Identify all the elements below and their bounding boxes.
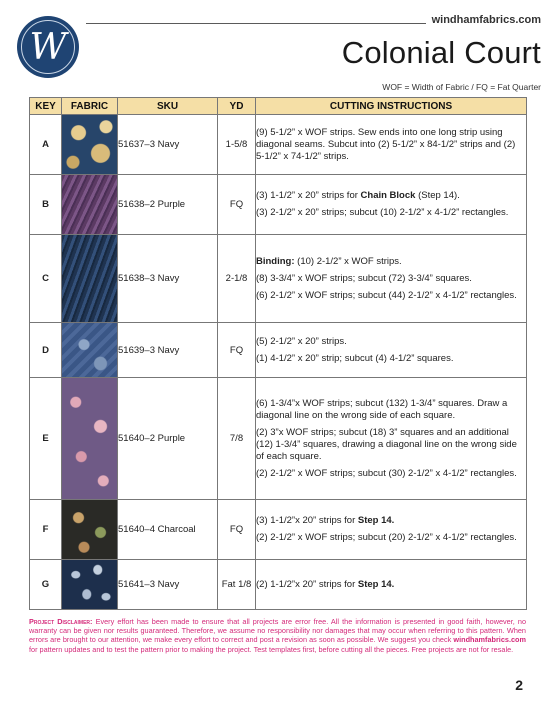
fabric-swatch: [62, 560, 117, 609]
row-key: B: [30, 175, 62, 235]
fabric-swatch: [62, 235, 117, 322]
instruction-paragraph: [256, 256, 526, 268]
table-row: [30, 378, 527, 500]
disclaimer-text-2: for pattern updates and to test the pattern prior to making the project. Test templates first, before cutting all the pieces. Free projects are not for resale.: [29, 644, 514, 654]
row-yardage: FQ: [218, 500, 256, 560]
table-row: [30, 235, 527, 323]
table-row: [30, 115, 527, 175]
page-number: 2: [515, 677, 523, 693]
row-cutting-instructions: [256, 175, 527, 235]
fabric-cell: [62, 378, 118, 500]
project-disclaimer: [29, 617, 526, 654]
instruction-text: (9) 5-1/2” x WOF strips. Sew ends into one long strip using diagonal seams. Subcut into (2) 5-1/2” x 84-1/2” strips and (2) 5-1/2” x 74-1/2” strips.: [256, 126, 516, 162]
instruction-text: (2) 2-1/2” x WOF strips; subcut (20) 2-1/2” x 4-1/2” rectangles.: [256, 532, 517, 543]
instruction-text: (2) 1-1/2”x 20” strips for: [256, 578, 358, 590]
fabric-swatch: [62, 378, 117, 499]
instruction-paragraph: [256, 190, 526, 202]
instruction-text: (Step 14).: [415, 190, 460, 201]
row-key: E: [30, 378, 62, 500]
site-url[interactable]: windhamfabrics.com: [431, 14, 541, 26]
col-header-key: KEY: [30, 98, 62, 115]
row-key: D: [30, 323, 62, 378]
instruction-bold-text: Step 14.: [357, 578, 395, 590]
instruction-text: (2) 3”x WOF strips; subcut (18) 3” squares and an additional (12) 1-3/4” squares, drawing a diagonal line on the wrong side of each square.: [256, 426, 517, 462]
instruction-text: (5) 2-1/2” x 20” strips.: [256, 335, 347, 347]
instruction-text: (10) 2-1/2” x WOF strips.: [294, 255, 402, 267]
row-yardage: FQ: [218, 323, 256, 378]
fabric-cell: [62, 560, 118, 610]
instruction-text: (3) 2-1/2” x 20” strips; subcut (10) 2-1/2” x 4-1/2” rectangles.: [256, 207, 509, 218]
instruction-paragraph: [256, 532, 526, 544]
fabric-cell: [62, 500, 118, 560]
instruction-text: (3) 1-1/2”x 20” strips for: [256, 515, 358, 526]
disclaimer-text-1: Every effort has been made to ensure that all projects are error free. All the information is presented in good faith, however, no warranty can be given nor results guaranteed. Therefore, we assume no responsibility nor damages that may occur when referring to this pattern. When errors are brought to our attention, we make every effort to correct and post a revision as soon as possible. We suggest you check: [29, 617, 527, 645]
row-key: G: [30, 560, 62, 610]
row-sku: 51637–3 Navy: [118, 115, 218, 175]
row-yardage: Fat 1/8: [218, 560, 256, 610]
table-header-row: [30, 98, 527, 115]
row-sku: 51638–3 Navy: [118, 235, 218, 323]
row-sku: 51641–3 Navy: [118, 560, 218, 610]
row-sku: 51639–3 Navy: [118, 323, 218, 378]
instruction-paragraph: [256, 579, 526, 591]
instruction-bold-text: Binding:: [256, 255, 295, 267]
instruction-text: (6) 2-1/2” x WOF strips; subcut (44) 2-1/2” x 4-1/2” rectangles.: [256, 289, 517, 301]
instruction-paragraph: [256, 207, 526, 219]
row-key: A: [30, 115, 62, 175]
col-header-cutting-instructions: CUTTING INSTRUCTIONS: [256, 98, 527, 115]
instruction-bold-text: Chain Block: [360, 190, 416, 201]
row-cutting-instructions: [256, 560, 527, 610]
row-sku: 51640–4 Charcoal: [118, 500, 218, 560]
fabric-swatch: [62, 323, 117, 377]
logo-ring: [21, 20, 75, 74]
row-cutting-instructions: [256, 115, 527, 175]
windham-logo: [17, 16, 79, 78]
disclaimer-link[interactable]: windhamfabrics.com: [453, 635, 526, 645]
fabric-cell: [62, 235, 118, 323]
row-cutting-instructions: [256, 500, 527, 560]
table-row: [30, 323, 527, 378]
cutting-table: [29, 97, 527, 610]
col-header-sku: SKU: [118, 98, 218, 115]
logo-letter: W: [29, 27, 67, 68]
instruction-text: (2) 2-1/2” x WOF strips; subcut (30) 2-1/2” x 4-1/2” rectangles.: [256, 467, 517, 479]
col-header-yd: YD: [218, 98, 256, 115]
table-row: [30, 175, 527, 235]
fabric-swatch: [62, 500, 117, 559]
instruction-text: (3) 1-1/2” x 20” strips for: [256, 190, 361, 201]
instruction-paragraph: [256, 127, 526, 163]
row-key: F: [30, 500, 62, 560]
instruction-paragraph: [256, 273, 526, 285]
header-rule: [86, 23, 426, 24]
col-header-fabric: FABRIC: [62, 98, 118, 115]
row-yardage: 1-5/8: [218, 115, 256, 175]
row-sku: 51638–2 Purple: [118, 175, 218, 235]
fabric-swatch: [62, 115, 117, 174]
instruction-paragraph: [256, 427, 526, 463]
row-cutting-instructions: [256, 378, 527, 500]
row-sku: 51640–2 Purple: [118, 378, 218, 500]
instruction-paragraph: [256, 290, 526, 302]
page-title: Colonial Court: [341, 35, 541, 70]
row-cutting-instructions: [256, 235, 527, 323]
instruction-bold-text: Step 14.: [357, 515, 395, 526]
row-cutting-instructions: [256, 323, 527, 378]
abbreviation-legend: WOF = Width of Fabric / FQ = Fat Quarter: [382, 82, 541, 92]
table-row: [30, 500, 527, 560]
fabric-swatch: [62, 175, 117, 234]
row-key: C: [30, 235, 62, 323]
row-yardage: 2-1/8: [218, 235, 256, 323]
disclaimer-heading: Project Disclaimer:: [29, 617, 93, 626]
instruction-paragraph: [256, 336, 526, 348]
table-row: [30, 560, 527, 610]
instruction-paragraph: [256, 515, 526, 527]
instruction-paragraph: [256, 353, 526, 365]
fabric-cell: [62, 115, 118, 175]
row-yardage: FQ: [218, 175, 256, 235]
instruction-text: (6) 1-3/4”x WOF strips; subcut (132) 1-3/4” squares. Draw a diagonal line on the wrong side of each square.: [256, 397, 508, 421]
instruction-paragraph: [256, 398, 526, 422]
instruction-text: (8) 3-3/4” x WOF strips; subcut (72) 3-3/4” squares.: [256, 272, 472, 284]
row-yardage: 7/8: [218, 378, 256, 500]
instruction-paragraph: [256, 468, 526, 480]
fabric-cell: [62, 175, 118, 235]
fabric-cell: [62, 323, 118, 378]
instruction-text: (1) 4-1/2” x 20” strip; subcut (4) 4-1/2” squares.: [256, 352, 454, 364]
